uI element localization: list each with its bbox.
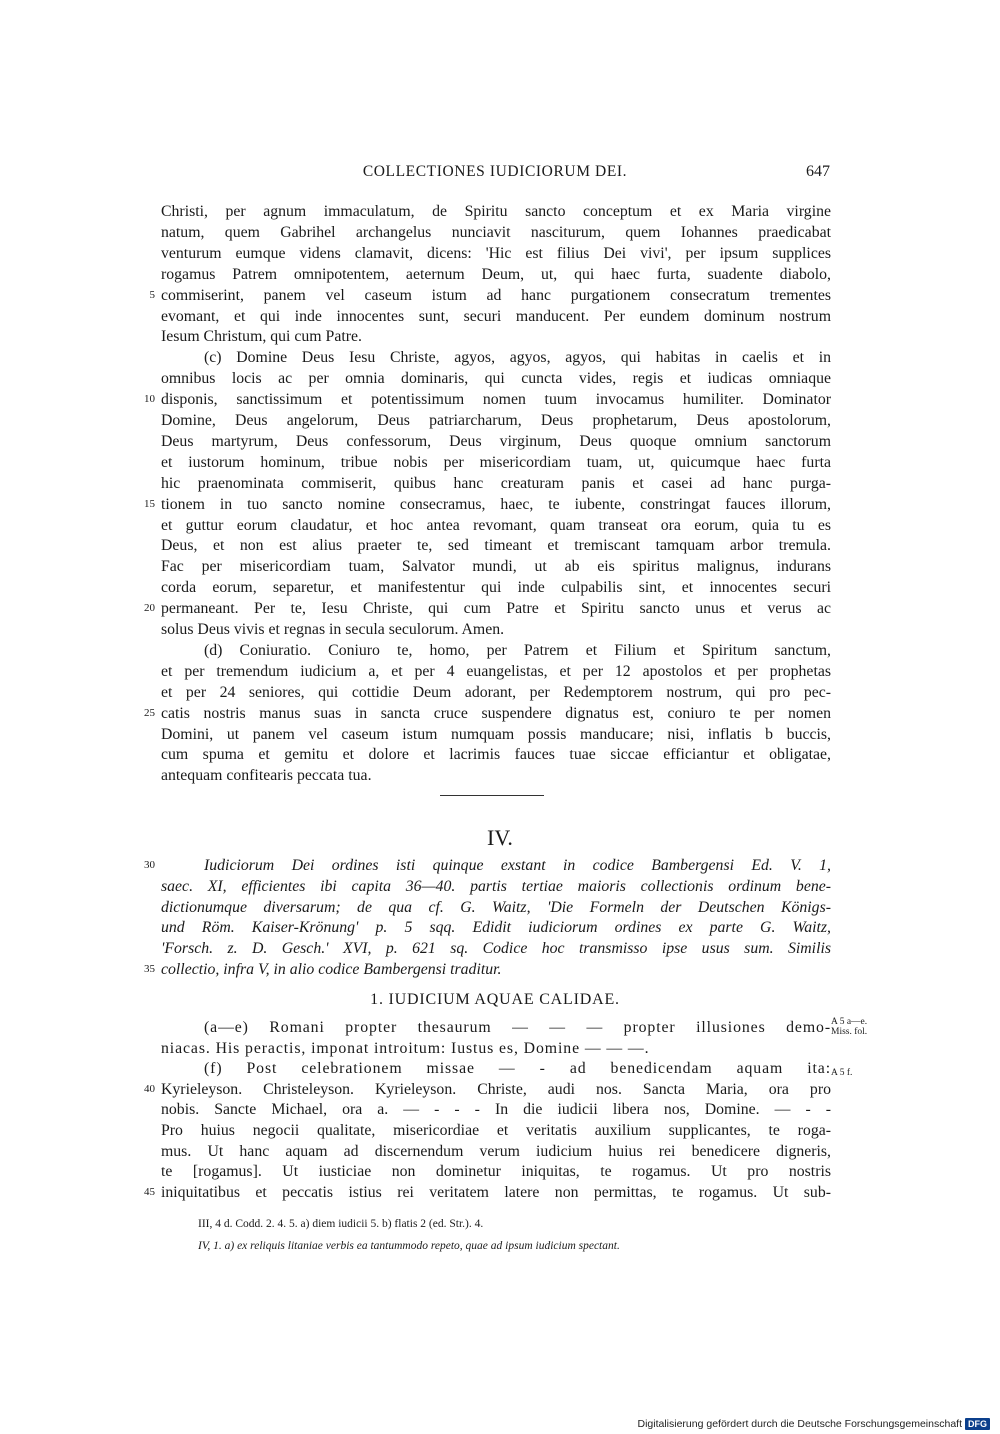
text-line: catis nostris manus suas in sancta cruce suspendere dignatus est, coniuro te per nomen xyxy=(161,704,831,722)
text-line: solus Deus vivis et regnas in secula seculorum. Amen. xyxy=(161,621,505,638)
line-number: 20 xyxy=(144,602,155,615)
dfg-logo-icon: DFG xyxy=(965,1418,990,1430)
text-line: 'Forsch. z. D. Gesch.' XVI, p. 621 sq. Codice hoc transmisso ipse usus sum. Similis xyxy=(161,940,831,958)
subheading: 1. IUDICIUM AQUAE CALIDAE. xyxy=(370,991,620,1008)
text-line: disponis, sanctissimum et potentissimum nomen tuum invocamus humiliter. Dominator xyxy=(161,391,831,409)
text-line: Fac per misericordiam tuam, Salvator mundi, ut ab eis spiritus malignus, indurans xyxy=(161,558,831,576)
text-line: Iudiciorum Dei ordines isti quinque exstant in codice Bambergensi Ed. V. 1, xyxy=(204,857,831,874)
text-line: et iustorum hominum, tribue nobis per misericordiam tuam, ut, quicumque haec furta xyxy=(161,453,831,471)
text-line: (c) Domine Deus Iesu Christe, agyos, agyos, agyos, qui habitas in caelis et in xyxy=(204,349,831,367)
text-line: Pro huius negocii qualitate, misericordiae et veritatis auxilium supplicantes, te roga- xyxy=(161,1122,831,1139)
text-line: venturum eumque videns clamavit, dicens: 'Hic est filius Dei vivi', per ipsum supplices xyxy=(161,244,831,262)
section-number: IV. xyxy=(487,825,513,850)
text-line: tionem in tuo sancto nomine consecramus, haec, te iubente, constringat fauces illorum, xyxy=(161,495,831,513)
text-line: collectio, infra V, in alio codice Bambergensi traditur. xyxy=(161,961,502,978)
text-line: natum, quem Gabrihel archangelus nunciavit nasciturum, quem Iohannes praedicabat xyxy=(161,223,831,241)
line-number: 30 xyxy=(144,859,155,871)
line-number: 45 xyxy=(144,1185,155,1198)
text-line: (a—e) Romani propter thesaurum — — — propter illusiones demo- xyxy=(204,1019,831,1036)
text-line: (d) Coniuratio. Coniuro te, homo, per Patrem et Filium et Spiritum sanctum, xyxy=(204,641,831,659)
page-number: 647 xyxy=(806,163,830,180)
line-number: 35 xyxy=(144,963,155,975)
text-line: mus. Ut hanc aquam ad discernendum verum iudicium huius rei benedicere digneris, xyxy=(161,1142,831,1160)
text-line: evomant, et qui inde innocentes sunt, securi manducent. Per eundem dominum nostrum xyxy=(161,307,831,325)
margin-note-top: A 5 a—e. xyxy=(831,1017,868,1027)
line-number: 40 xyxy=(144,1082,155,1095)
text-line: iniquitatibus et peccatis istius rei veritatem latere non permittas, te rogamus. Ut sub- xyxy=(161,1183,831,1201)
text-line: te [rogamus]. Ut iusticiae non dominetur iniquitas, te rogamus. Ut pro nostris xyxy=(161,1163,831,1181)
text-line: et per tremendum iudicium a, et per 4 euangelistas, et per 12 apostolos et per prophetas xyxy=(161,662,831,680)
text-line: cum spuma et gemitu et dolore et lacrimis fauces tuae siccae efficiantur et obligatae, xyxy=(161,746,831,764)
text-line: Domini, ut panem vel caseum istum numquam possis manducare; nisi, inflatis b buccis, xyxy=(161,725,831,743)
text-line: saec. XI, efficientes ibi capita 36—40. partis tertiae maioris collectionis ordinum bene- xyxy=(161,877,831,895)
margin-note-a5ae xyxy=(831,1017,867,1037)
footnote-iv: IV, 1. a) ex reliquis litaniae verbis ea tantummodo repeto, quae ad ipsum iudicium spectant. xyxy=(198,1240,620,1252)
line-number: 10 xyxy=(144,393,155,406)
digitization-credit[interactable] xyxy=(637,1418,990,1430)
text-line: und Röm. Kaiser-Krönung' p. 5 sqq. Edidit iudiciorum ordines ex parte G. Waitz, xyxy=(161,919,831,937)
text-line: hic praenominata commiserit, quibus hanc creaturam panis et casei ad hanc purga- xyxy=(161,474,831,492)
text-line: antequam confitearis peccata tua. xyxy=(161,767,372,785)
text-line: omnibus locis ac per omnia dominaris, qui cuncta vides, regis et iudicas omniaque xyxy=(161,370,831,388)
text-line: dictionumque diversarum; de qua cf. G. Waitz, 'Die Formeln der Deutschen Königs- xyxy=(161,898,831,916)
text-line: Kyrieleyson. Christeleyson. Kyrieleyson. Christe, audi nos. Sancta Maria, ora pro xyxy=(161,1080,831,1098)
margin-note-a5f: A 5 f. xyxy=(831,1068,853,1078)
footnote-iii: III, 4 d. Codd. 2. 4. 5. a) diem iudicii 5. b) flatis 2 (ed. Str.). 4. xyxy=(198,1218,484,1230)
text-line: nobis. Sancte Michael, ora a. — - - - In die iudicii libera nos, Domine. — - - xyxy=(161,1101,831,1119)
line-number: 5 xyxy=(149,288,155,301)
page-header xyxy=(160,163,830,185)
text-line: rogamus Patrem omnipotentem, aeternum Deum, ut, qui haec furta, suadente diabolo, xyxy=(161,265,831,283)
text-line: corda eorum, separetur, et manifestentur qui inde culpabilis sint, et innocentes securi xyxy=(161,579,831,597)
margin-note-bottom: Miss. fol. xyxy=(831,1027,868,1037)
text-line: (f) Post celebrationem missae — - ad benedicendam aquam ita: xyxy=(204,1060,831,1078)
text-line: Deus martyrum, Deus confessorum, Deus virginum, Deus quoque omnium sanctorum xyxy=(161,432,831,450)
text-line: Iesum Christum, qui cum Patre. xyxy=(161,328,362,346)
text-line: permaneant. Per te, Iesu Christe, qui cum Patre et Spiritu sancto unus et verus ac xyxy=(161,600,831,618)
text-line: Deus, et non est alius praeter te, sed timeant et tremiscant tamquam arbor tremula. xyxy=(161,537,831,555)
section-divider xyxy=(440,795,544,796)
running-title: COLLECTIONES IUDICIORUM DEI. xyxy=(362,163,628,180)
digitization-text: Digitalisierung gefördert durch die Deutsche Forschungsgemeinschaft xyxy=(637,1418,962,1430)
line-number: 15 xyxy=(144,497,155,510)
text-line: niacas. His peractis, imponat introitum: Iustus es, Domine — — —. xyxy=(161,1039,650,1057)
text-line: commiserint, panem vel caseum istum ad hanc purgationem consecratum trementes xyxy=(161,286,831,304)
text-line: et per 24 seniores, qui cottidie Deum adorant, per Redemptorem nostrum, qui pro pec- xyxy=(161,683,831,701)
text-line: et guttur eorum claudatur, et hoc antea revomant, quam transeat ora eorum, quia tu es xyxy=(161,516,831,534)
text-line: Domine, Deus angelorum, Deus patriarcharum, Deus prophetarum, Deus apostolorum, xyxy=(161,412,831,429)
text-line: Christi, per agnum immaculatum, de Spiritu sancto conceptum et ex Maria virgine xyxy=(161,203,831,220)
line-number: 25 xyxy=(144,706,155,719)
